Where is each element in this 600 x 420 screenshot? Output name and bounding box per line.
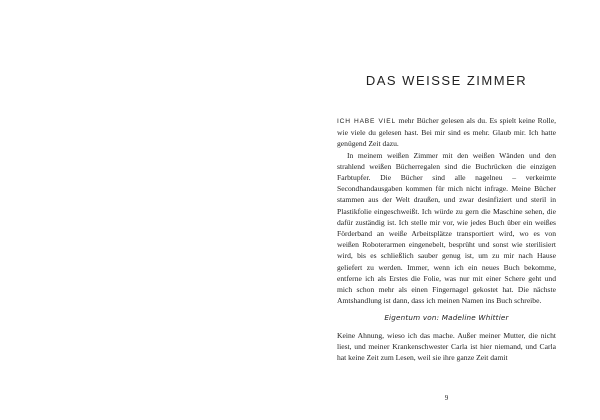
paragraph-3: Keine Ahnung, wieso ich das mache. Außer meiner Mutter, die nicht liest, und meiner Krankenschwester Carla ist hier niemand, und Carla hat keine Zeit zum Lesen, weil sie ihre ganze Zeit damit	[337, 330, 556, 363]
chapter-title: DAS WEISSE ZIMMER	[365, 73, 528, 88]
paragraph-1	[337, 115, 556, 150]
right-page	[300, 0, 600, 420]
page-number: 9	[444, 394, 449, 402]
paragraph-1-lead: ICH HABE VIEL	[337, 118, 396, 125]
ownership-inscription: Eigentum von: Madeline Whittier	[384, 313, 509, 323]
paragraph-1-text: mehr Bücher gelesen als du. Es spielt keine Rolle, wie viele du gelesen hast. Bei mir sind es mehr. Glaub mir. Ich hatte genügend Zeit dazu.	[337, 116, 557, 149]
paragraph-2: In meinem weißen Zimmer mit den weißen Wänden und den strahlend weißen Bücherregalen sind die Buchrücken die einzigen Farbtupfer. Die Bücher sind alle nagelneu – verkeimte Secondhandausgaben kommen für mich nicht infrage. Meine Bücher stammen aus der Welt draußen, und zwar desinfiziert und steril in Plastikfolie eingeschweißt. Ich würde zu gern die Maschine sehen, die dafür zuständig ist. Ich stelle mir vor, wie jedes Buch über ein weißes Förderband an weiße Arbeitsplätze transportiert wird, wo es von weißen Roboterarmen eingenebelt, besprüht und sonst wie sterilisiert wird, bis es schließlich sauber genug ist, um zu mir nach Hause geliefert zu werden. Immer, wenn ich ein neues Buch bekomme, entferne ich als Erstes die Folie, was nur mit einer Schere geht und mich schon mehr als einen Fingernagel gekostet hat. Die nächste Amtshandlung ist dann, dass ich meinen Namen ins Buch schreibe.	[337, 150, 556, 306]
body-text	[337, 115, 556, 363]
